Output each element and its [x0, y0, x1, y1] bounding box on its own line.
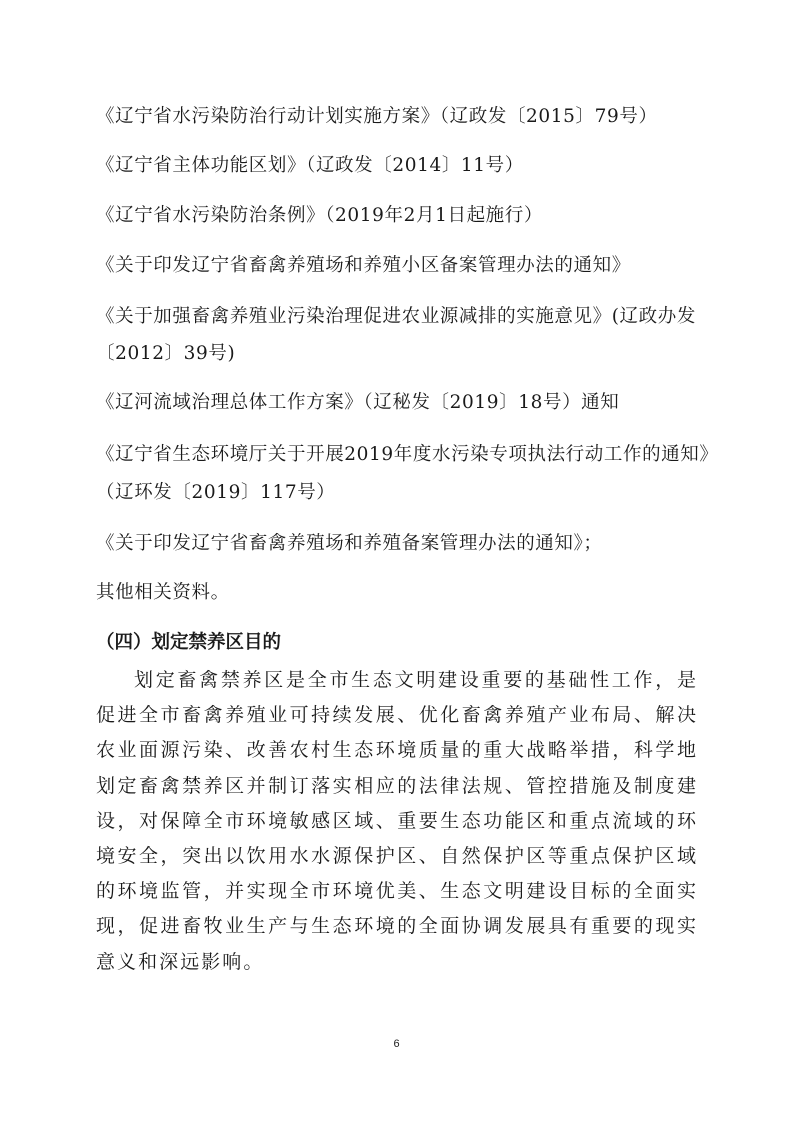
reference-line: 《关于加强畜禽养殖业污染治理促进农业源减排的实施意见》(辽政办发 [96, 306, 696, 327]
reference-line: 《辽河流域治理总体工作方案》（辽秘发〔2019〕18号）通知 [96, 392, 620, 413]
reference-line: 《辽宁省水污染防治行动计划实施方案》（辽政发〔2015〕79号） [96, 106, 658, 127]
reference-line: 〔2012〕39号) [96, 343, 236, 364]
reference-line: 《关于印发辽宁省畜禽养殖场和养殖备案管理办法的通知》； [96, 533, 603, 554]
reference-line: 《辽宁省主体功能区划》（辽政发〔2014〕11号） [96, 155, 524, 176]
reference-line: 其他相关资料。 [96, 582, 230, 603]
reference-line: 《关于印发辽宁省畜禽养殖场和养殖小区备案管理办法的通知》 [96, 255, 631, 276]
reference-line: 《辽宁省生态环境厅关于开展2019年度水污染专项执法行动工作的通知》 [96, 444, 719, 465]
section-heading: （四）划定禁养区目的 [96, 632, 282, 653]
reference-line: （辽环发〔2019〕117号） [96, 482, 336, 503]
reference-line: 《辽宁省水污染防治条例》（2019年2月1日起施行） [96, 205, 543, 226]
page-number: 6 [393, 1038, 400, 1050]
section-paragraph: 划定畜禽禁养区是全市生态文明建设重要的基础性工作，是促进全市畜禽养殖业可持续发展、优化畜禽养殖产业布局、解决农业面源污染、改善农村生态环境质量的重大战略举措，科学地划定畜禽禁养区并制订落实相应的法律法规、管控措施及制度建设，对保障全市环境敏感区域、重要生态功能区和重点流域的环境安全，突出以饮用水水源保护区、自然保护区等重点保护区域的环境监管，并实现全市环境优美、生态文明建设目标的全面实现，促进畜牧业生产与生态环境的全面协调发展具有重要的现实意义和深远影响。 [96, 669, 698, 973]
